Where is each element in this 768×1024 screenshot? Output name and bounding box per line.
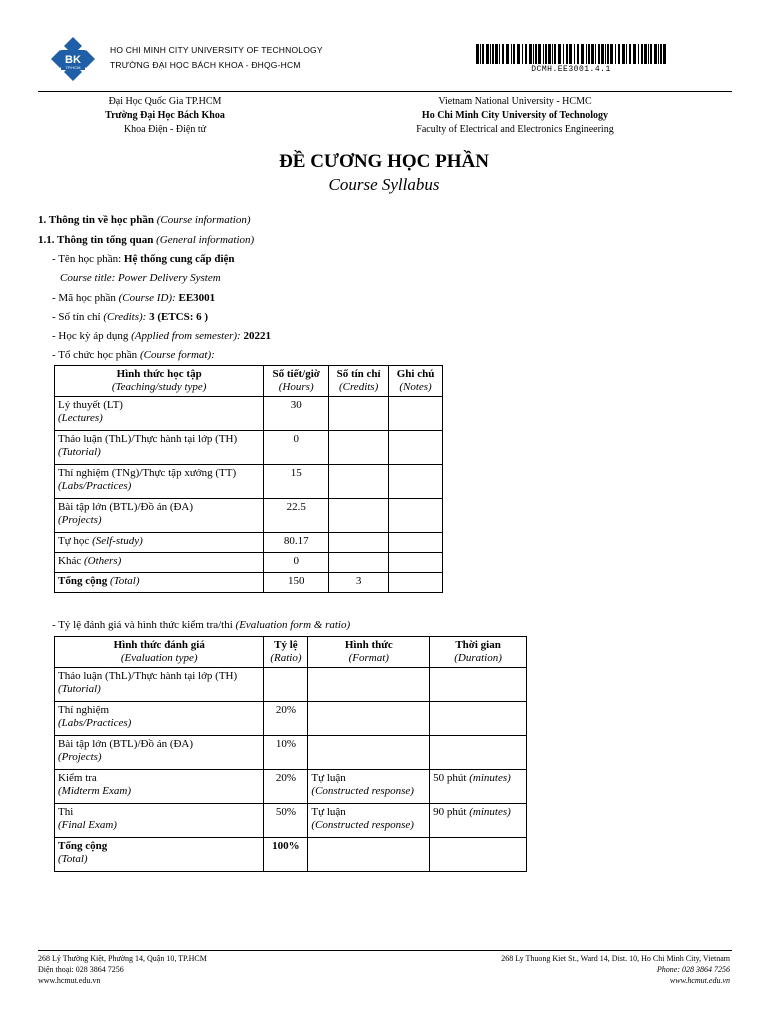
section-1-1-heading: [38, 233, 254, 247]
course-id-value: EE3001: [178, 292, 216, 304]
barcode-bar: [586, 44, 587, 64]
barcode-bar: [622, 44, 625, 64]
footer-address-en: [501, 953, 730, 986]
eval-duration-cell: [430, 702, 527, 736]
section-1-vn: 1. Thông tin về học phần: [38, 214, 154, 226]
barcode-bar: [574, 44, 575, 64]
format-hours-cell: 15: [264, 465, 329, 499]
table-row: [55, 770, 527, 804]
table-row: [55, 838, 527, 872]
footer-address-vn: [38, 953, 207, 986]
format-col-type: Hình thức học tập (Teaching/study type): [55, 366, 264, 397]
table-row: [55, 668, 527, 702]
barcode-bar: [601, 44, 604, 64]
barcode: [476, 44, 666, 64]
eval-type-cell: Bài tập lớn (BTL)/Đồ án (ĐA) (Projects): [55, 736, 264, 770]
section-1-1-en: (General information): [156, 234, 255, 246]
barcode-bar: [535, 44, 537, 64]
course-id-line: [52, 291, 215, 305]
table-row: [55, 465, 443, 499]
barcode-bar: [605, 44, 606, 64]
footer-left-address: 268 Lý Thường Kiệt, Phường 14, Quận 10, TP.HCM: [38, 954, 207, 963]
university-names: [110, 43, 323, 73]
barcode-bar: [660, 44, 662, 64]
eval-duration-cell: 90 phút (minutes): [430, 804, 527, 838]
barcode-bar: [626, 44, 627, 64]
barcode-bar: [648, 44, 649, 64]
format-hours-cell: 0: [264, 553, 329, 573]
barcode-bar: [577, 44, 579, 64]
format-type-cell: Thí nghiệm (TNg)/Thực tập xưởng (TT) (Labs/Practices): [55, 465, 264, 499]
barcode-bar: [641, 44, 643, 64]
footer-left-phone: Điện thoại: 028 3864 7256: [38, 965, 124, 974]
eval-ratio-cell: 20%: [264, 702, 308, 736]
barcode-bar: [513, 44, 515, 64]
barcode-bar: [569, 44, 572, 64]
eval-col-type: Hình thức đánh giá (Evaluation type): [55, 637, 264, 668]
format-notes-cell: [389, 431, 443, 465]
eval-duration-cell: [430, 668, 527, 702]
org-en-line1: Vietnam National University - HCMC: [438, 96, 592, 107]
barcode-bar: [476, 44, 479, 64]
footer-right-phone: Phone: 028 3864 7256: [656, 965, 730, 974]
evaluation-label: - Tỷ lệ đánh giá và hình thức kiểm tra/thi: [52, 619, 233, 631]
barcode-bar: [511, 44, 512, 64]
org-en-line3: Faculty of Electrical and Electronics Engineering: [416, 124, 614, 135]
semester-label-en: (Applied from semester):: [131, 330, 241, 342]
table-row: [55, 431, 443, 465]
course-format-label-en: (Course format):: [139, 349, 215, 361]
eval-format-cell: [308, 838, 430, 872]
format-notes-cell: [389, 465, 443, 499]
table-row: [55, 804, 527, 838]
document-code: DCMH.EE3001.4.1: [531, 65, 611, 74]
university-logo: [48, 36, 98, 82]
barcode-bar: [595, 44, 596, 64]
barcode-bar: [545, 44, 547, 64]
format-hours-cell: 22.5: [264, 499, 329, 533]
eval-format-cell: Tự luận (Constructed response): [308, 804, 430, 838]
eval-duration-cell: 50 phút (minutes): [430, 770, 527, 804]
semester-label: - Học kỳ áp dụng: [52, 330, 129, 342]
format-type-cell: Bài tập lớn (BTL)/Đồ án (ĐA) (Projects): [55, 499, 264, 533]
format-hours-cell: 30: [264, 397, 329, 431]
barcode-bar: [552, 44, 553, 64]
eval-type-cell: Kiểm tra (Midterm Exam): [55, 770, 264, 804]
format-notes-cell: [389, 499, 443, 533]
barcode-bar: [529, 44, 532, 64]
eval-duration-cell: [430, 736, 527, 770]
barcode-bar: [522, 44, 523, 64]
format-credits-cell: [329, 499, 389, 533]
course-id-label: - Mã học phần: [52, 292, 116, 304]
barcode-bar: [638, 44, 639, 64]
eval-col-ratio: Tỷ lệ (Ratio): [264, 637, 308, 668]
university-name-vn: TRƯỜNG ĐẠI HỌC BÁCH KHOA - ĐHQG-HCM: [110, 60, 301, 70]
table-row: [55, 702, 527, 736]
barcode-bar: [499, 44, 500, 64]
eval-type-cell: Thảo luận (ThL)/Thực hành tại lớp (TH) (Tutorial): [55, 668, 264, 702]
eval-col-format: Hình thức (Format): [308, 637, 430, 668]
eval-type-cell: Thi (Final Exam): [55, 804, 264, 838]
course-name-line: [52, 252, 235, 266]
eval-ratio-cell: 50%: [264, 804, 308, 838]
evaluation-table: [54, 636, 527, 872]
barcode-bar: [533, 44, 534, 64]
university-name-en: HO CHI MINH CITY UNIVERSITY OF TECHNOLOGY: [110, 45, 323, 55]
format-hours-cell: 80.17: [264, 533, 329, 553]
org-en-line2: Ho Chi Minh City University of Technology: [421, 110, 609, 121]
org-block-en: [380, 95, 650, 137]
barcode-bar: [615, 44, 616, 64]
eval-type-cell: Tổng cộng (Total): [55, 838, 264, 872]
table-row: [55, 533, 443, 553]
format-credits-cell: 3: [329, 573, 389, 593]
format-type-cell: Thảo luận (ThL)/Thực hành tại lớp (TH) (Tutorial): [55, 431, 264, 465]
format-credits-cell: [329, 397, 389, 431]
barcode-bar: [566, 44, 568, 64]
eval-ratio-cell: 100%: [264, 838, 308, 872]
header-divider: [38, 91, 732, 92]
org-vn-line2: Trường Đại Học Bách Khoa: [105, 110, 225, 121]
eval-format-cell: [308, 702, 430, 736]
section-1-heading: [38, 213, 251, 227]
section-1-en: (Course information): [156, 214, 251, 226]
barcode-bar: [588, 44, 590, 64]
table-row: [55, 736, 527, 770]
course-name-label: - Tên học phần:: [52, 253, 122, 265]
barcode-bar: [548, 44, 551, 64]
eval-col-duration: Thời gian (Duration): [430, 637, 527, 668]
format-hours-cell: 0: [264, 431, 329, 465]
eval-ratio-cell: [264, 668, 308, 702]
course-name-value: Hệ thống cung cấp điện: [123, 253, 235, 265]
evaluation-label-en: (Evaluation form & ratio): [235, 619, 351, 631]
course-format-line: [52, 348, 215, 362]
barcode-bar: [538, 44, 541, 64]
eval-format-cell: [308, 668, 430, 702]
barcode-bar: [607, 44, 609, 64]
eval-ratio-cell: 20%: [264, 770, 308, 804]
eval-table-header: [55, 637, 527, 668]
barcode-bar: [598, 44, 600, 64]
format-notes-cell: [389, 397, 443, 431]
credits-label: - Số tín chỉ: [52, 311, 101, 323]
footer-left-website: www.hcmut.edu.vn: [38, 976, 101, 985]
format-notes-cell: [389, 573, 443, 593]
org-vn-line3: Khoa Điện - Điện tử: [123, 124, 207, 135]
course-id-label-en: (Course ID):: [118, 292, 176, 304]
footer-right-address: 268 Ly Thuong Kiet St., Ward 14, Dist. 10, Ho Chi Minh City, Vietnam: [501, 954, 730, 963]
format-credits-cell: [329, 553, 389, 573]
barcode-bar: [482, 44, 484, 64]
barcode-bar: [486, 44, 489, 64]
table-row: [55, 499, 443, 533]
format-table-header: [55, 366, 443, 397]
eval-format-cell: [308, 736, 430, 770]
barcode-bar: [558, 44, 561, 64]
barcode-bar: [644, 44, 647, 64]
page-subtitle: Course Syllabus: [328, 175, 440, 194]
barcode-bar: [525, 44, 527, 64]
barcode-bar: [563, 44, 564, 64]
section-1-1-vn: 1.1. Thông tin tổng quan: [38, 234, 154, 246]
evaluation-line: [52, 618, 350, 632]
barcode-bar: [480, 44, 481, 64]
logo-text: BK: [65, 54, 81, 66]
footer-divider: [38, 950, 732, 951]
page-header: [0, 0, 768, 92]
credits-line: [52, 310, 208, 324]
table-row: [55, 397, 443, 431]
table-row: [55, 573, 443, 593]
page-title: ĐỀ CƯƠNG HỌC PHẦN: [279, 151, 489, 172]
table-row: [55, 553, 443, 573]
format-type-cell: Tự học (Self-study): [55, 533, 264, 553]
eval-type-cell: Thí nghiệm (Labs/Practices): [55, 702, 264, 736]
eval-duration-cell: [430, 838, 527, 872]
logo-subtext: TP.HCM: [65, 65, 81, 70]
barcode-bar: [654, 44, 657, 64]
format-col-credits: Số tín chỉ (Credits): [329, 366, 389, 397]
format-col-notes: Ghi chú (Notes): [389, 366, 443, 397]
credits-value: 3 (ETCS: 6 ): [149, 311, 209, 323]
barcode-bar: [554, 44, 556, 64]
barcode-bar: [495, 44, 498, 64]
format-type-cell: Khác (Others): [55, 553, 264, 573]
semester-line: [52, 329, 271, 343]
barcode-bar: [591, 44, 594, 64]
barcode-bar: [618, 44, 620, 64]
barcode-bar: [658, 44, 659, 64]
barcode-bar: [502, 44, 504, 64]
footer-right-website: www.hcmut.edu.vn: [669, 976, 730, 985]
format-type-cell: Lý thuyết (LT) (Lectures): [55, 397, 264, 431]
credits-label-en: (Credits):: [103, 311, 147, 323]
eval-format-cell: Tự luận (Constructed response): [308, 770, 430, 804]
eval-ratio-cell: 10%: [264, 736, 308, 770]
barcode-bar: [629, 44, 631, 64]
format-col-hours: Số tiết/giờ (Hours): [264, 366, 329, 397]
barcode-bar: [650, 44, 652, 64]
format-credits-cell: [329, 465, 389, 499]
semester-value: 20221: [243, 330, 271, 342]
format-notes-cell: [389, 533, 443, 553]
format-hours-cell: 150: [264, 573, 329, 593]
barcode-bar: [490, 44, 491, 64]
org-block-vn: [70, 95, 260, 137]
format-credits-cell: [329, 533, 389, 553]
barcode-bar: [633, 44, 636, 64]
barcode-bar: [543, 44, 544, 64]
format-type-cell: Tổng cộng (Total): [55, 573, 264, 593]
barcode-bar: [492, 44, 494, 64]
course-format-table: [54, 365, 443, 593]
barcode-bar: [517, 44, 520, 64]
barcode-bar: [663, 44, 666, 64]
org-vn-line1: Đại Học Quốc Gia TP.HCM: [108, 96, 222, 107]
barcode-bar: [506, 44, 509, 64]
format-credits-cell: [329, 431, 389, 465]
format-notes-cell: [389, 553, 443, 573]
barcode-bar: [610, 44, 613, 64]
course-format-label: - Tổ chức học phần: [52, 349, 138, 361]
course-title-en: Course title: Power Delivery System: [60, 272, 221, 284]
barcode-bar: [581, 44, 584, 64]
